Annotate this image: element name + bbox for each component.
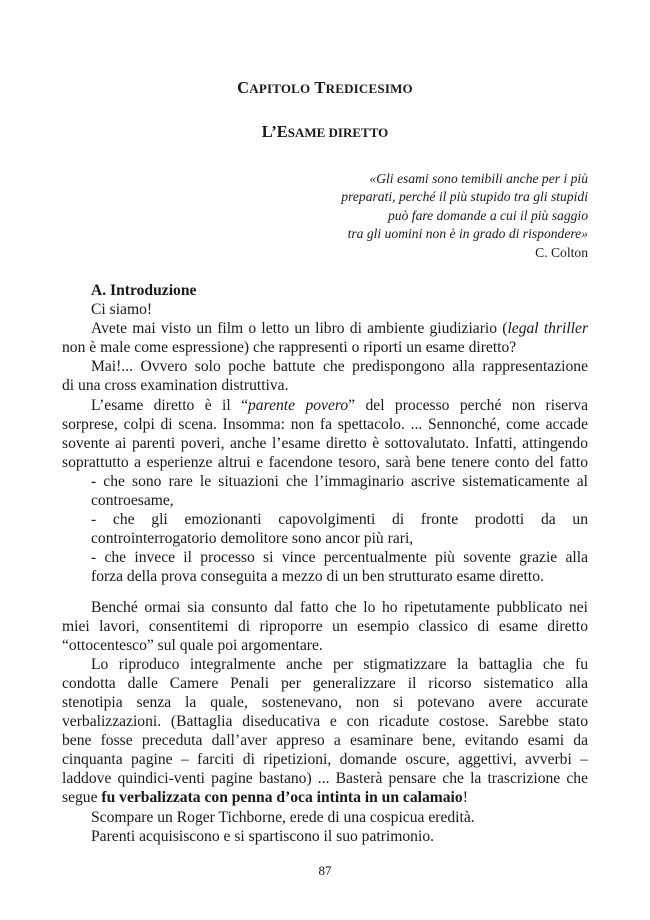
paragraph-line: Parenti acquisiscono e si spartiscono il suo patrimonio. — [91, 827, 435, 845]
paragraph-gap — [62, 587, 588, 598]
section-heading: A. Introduzione — [91, 282, 197, 299]
bold-phrase: fu verbalizzata con penna d’oca intinta in un calamaio — [101, 789, 463, 807]
text-run: ” del processo perché non riserva — [348, 396, 588, 414]
paragraph-line — [62, 788, 588, 807]
chapter-title-cap-1: C — [237, 78, 250, 97]
chapter-subtitle-cap: L’E — [261, 122, 288, 141]
paragraph-line: “ottocentesco” sul quale poi argomentare. — [62, 636, 323, 654]
paragraph-line — [62, 396, 588, 415]
paragraph-line: Lo riproduco integralmente anche per stigmatizzare la battaglia che fu — [91, 655, 588, 673]
epigraph — [268, 170, 588, 262]
paragraph-line: Mai!... Ovvero solo poche battute che predispongono alla rappresentazione — [91, 358, 588, 376]
paragraph-line: non è male come espressione) che rappresenti o riporti un esame diretto? — [62, 339, 517, 357]
paragraph-line: verbalizzazioni. (Battaglia diseducativa e con ricadute costose. Sarebbe stato — [62, 713, 588, 731]
chapter-title-rest-1: APITOLO — [249, 81, 311, 96]
paragraph-line: Benché ormai sia consunto dal fatto che lo ho ripetutamente pubblicato nei — [91, 598, 588, 616]
paragraph-line: miei lavori, consentitemi di riproporre un esempio classico di esame diretto — [62, 617, 588, 635]
paragraph-line: stenotipia senza la quale, sostenevano, non si potevano avere accurate — [62, 693, 588, 711]
bullet-line: - che invece il processo si vince percentualmente più sovente grazie alla — [91, 549, 588, 567]
chapter-title-rest-2: REDICESIMO — [325, 81, 413, 96]
bullet-line: forza della prova conseguita a mezzo di un ben strutturato esame diretto. — [91, 568, 544, 586]
text-run: segue — [62, 789, 102, 807]
paragraph-line: di una cross examination distruttiva. — [62, 377, 289, 395]
paragraph-line: sorprese, colpi di scena. Insomma: non fa spettacolo. ... Sennonché, come accade — [62, 415, 588, 433]
text-run: L’esame diretto è il “ — [91, 396, 248, 414]
chapter-subtitle — [0, 122, 650, 142]
italic-term: legal thriller — [507, 320, 589, 338]
paragraph-line: condotta dalle Camere Penali per generalizzare il ricorso sistematico alla — [62, 674, 588, 692]
bullet-line: - che gli emozionanti capovolgimenti di fronte prodotti da un — [91, 511, 588, 529]
paragraph-line: Scompare un Roger Tichborne, erede di una cospicua eredità. — [91, 808, 475, 826]
chapter-subtitle-rest: SAME DIRETTO — [287, 125, 389, 140]
text-run: ! — [462, 789, 468, 807]
paragraph-line: Ci siamo! — [91, 301, 153, 319]
epigraph-line: preparati, perché il più stupido tra gli stupidi — [341, 189, 588, 205]
chapter-title — [0, 78, 650, 98]
bullet-line: - che sono rare le situazioni che l’immaginario ascrive sistematicamente al — [91, 472, 588, 490]
paragraph-line: bene fosse preceduta dall’aver appreso a esaminare bene, evitando esami da — [62, 732, 588, 750]
epigraph-author: C. Colton — [535, 244, 588, 260]
italic-term: parente povero — [248, 396, 349, 414]
paragraph-line — [62, 319, 588, 338]
body-text — [62, 281, 588, 846]
epigraph-line: può fare domande a cui il più saggio — [388, 207, 588, 223]
epigraph-line: «Gli esami sono temibili anche per i più — [369, 171, 588, 186]
bullet-line: controinterrogatorio demolitore sono ancor più rari, — [91, 530, 414, 548]
chapter-title-cap-2: T — [314, 78, 326, 97]
bullet-line: controesame, — [91, 492, 174, 510]
paragraph-line: cinquanta pagine – farciti di ripetizioni, domande oscure, aggettivi, avverbi – — [62, 751, 588, 769]
paragraph-line: soprattutto a esperienze altrui e facendone tesoro, sarà bene tenere conto del fatto — [62, 453, 588, 471]
epigraph-line: tra gli uomini non è in grado di rispondere» — [347, 226, 588, 242]
page-number: 87 — [318, 863, 332, 878]
text-run: Avete mai visto un film o letto un libro di ambiente giudiziario ( — [91, 320, 508, 338]
paragraph-line: sovente ai parenti poveri, anche l’esame diretto è sottovalutato. Infatti, attingendo — [62, 434, 588, 452]
paragraph-line: laddove quindici-venti pagine bastano) ... Basterà pensare che la trascrizione che — [62, 770, 588, 788]
